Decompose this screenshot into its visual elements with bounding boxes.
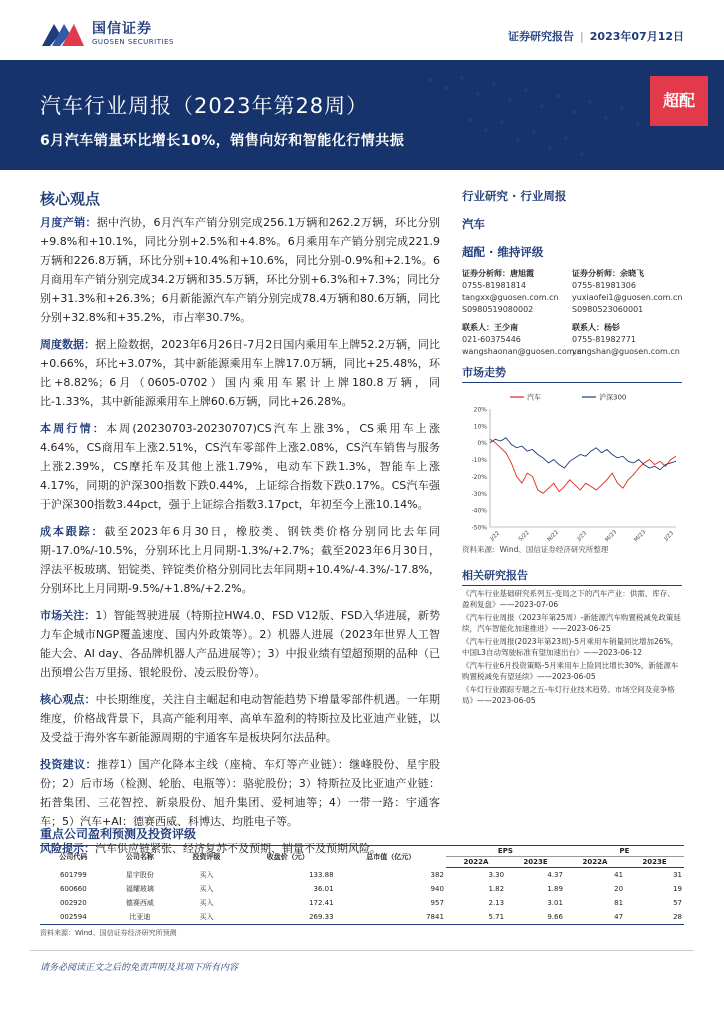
related-report-item[interactable]: 《汽车行业基础研究系列五-变局之下的汽车产业：供需、库存、盈利复盘》——2023-07-06 — [462, 589, 675, 609]
logo-mark-icon — [40, 16, 86, 50]
para-text: 汽车供应链紧张、经济复苏不及预期、销量不及预期风险。 — [95, 842, 381, 855]
table-header-row — [40, 846, 684, 857]
analyst-phone: 0755-81981814 — [462, 281, 526, 290]
para-weekly — [40, 335, 440, 411]
analyst-role: 证券分析师： — [572, 269, 620, 278]
x-tick-label: M/23 — [604, 529, 619, 542]
cell-pe-e: 19 — [673, 884, 682, 893]
analyst-phone: 0755-81981306 — [572, 281, 636, 290]
para-focus — [40, 606, 440, 682]
para-text: 据上险数据，2023年6月26日-7月2日国内乘用车上牌52.2万辆，同比+0.66%，环比+3.07%，其中新能源乘用车上牌17.0万辆，同比+25.48%，环比+8.82%；6月（0605-0702）国内乘用车累计上牌180.8万辆，同比-1.33%，其中新能源乘用车上牌60.6万辆，同比+26.28%。 — [40, 338, 441, 408]
col-mcap: 总市值（亿元） — [336, 846, 446, 868]
cell-code: 002920 — [59, 898, 87, 907]
y-tick-label: -20% — [471, 473, 487, 481]
cell-name: 德赛西威 — [125, 898, 154, 907]
cell-mcap: 940 — [430, 884, 444, 893]
cell-name: 比亚迪 — [107, 910, 174, 925]
cell-pe-a: 41 — [614, 870, 624, 879]
para-text: 1）智能驾驶进展（特斯拉HW4.0、FSD V12版、FSD入华进展，新势力车企城市NGP覆盖速度、国内外政策等）。2）机器人进展（2023年世界人工智能大会、AI day、各品牌机器人产品进展等）；3）中报业绩有望超预期的品种（已出预增公告万里扬、银轮股份、凌云股份等）。 — [40, 609, 440, 679]
para-lead: 核心观点： — [40, 693, 96, 706]
cell-mcap: 7841 — [336, 910, 446, 925]
para-lead: 市场关注： — [40, 609, 96, 622]
x-tick-label: N/22 — [546, 529, 560, 542]
contact-phone: 021-60375446 — [462, 335, 521, 344]
col-eps-2022a: 2022A — [446, 857, 506, 868]
core-views-title: 核心观点 — [40, 190, 101, 208]
para-text: 中长期维度，关注自主崛起和电动智能趋势下增量零部件机遇。一年期维度，价格战背景下，具高产能利用率、高单车盈利的特斯拉及比亚迪产业链，以及受益于海外客车新能源周期的宇通客车是板块阿尔法品种。 — [40, 693, 441, 744]
para-lead: 投资建议： — [40, 758, 97, 771]
cell-rating: 买入 — [199, 898, 214, 907]
market-trend-heading: 市场走势 — [462, 364, 682, 383]
cell-eps-e: 1.89 — [547, 884, 563, 893]
col-pe: PE — [565, 846, 684, 857]
cell-eps-e: 3.01 — [547, 898, 563, 907]
y-tick-label: -30% — [471, 490, 487, 498]
cell-name: 福耀玻璃 — [125, 884, 154, 893]
series-line-hs300 — [490, 438, 676, 470]
para-cost — [40, 522, 440, 598]
y-tick-label: 0% — [477, 440, 487, 448]
y-tick-label: 20% — [473, 406, 487, 414]
footer-disclaimer: 请务必阅读正文之后的免责声明及其项下所有内容 — [40, 963, 239, 973]
report-category: 行业研究 · 行业周报 — [462, 189, 567, 203]
cell-eps-a: 2.13 — [488, 898, 505, 907]
logo — [40, 14, 200, 54]
market-trend-chart — [462, 387, 682, 542]
contact-role: 联系人： — [572, 323, 604, 332]
para-lead: 风险提示： — [40, 842, 95, 855]
col-code: 公司代码 — [40, 846, 107, 868]
footer-divider — [30, 950, 694, 951]
table-row — [40, 896, 684, 910]
rating-line: 超配 · 维持评级 — [462, 245, 544, 259]
col-name: 公司名称 — [107, 846, 174, 868]
report-title: 汽车行业周报（2023年第28周） — [40, 94, 369, 118]
contact-card — [572, 322, 682, 358]
para-lead: 本周行情： — [40, 422, 106, 435]
x-tick-label: J/23 — [576, 530, 589, 542]
related-report-item[interactable]: 《汽车行业周报(2023年第23周)-5月乘用车销量同比增加26%，中国L3自动驾驶标准有望加速出台》——2023-06-12 — [462, 637, 679, 657]
analyst-email[interactable]: yuxiaofei1@guosen.com.cn — [572, 293, 683, 302]
para-core — [40, 690, 440, 747]
chart-source: 资料来源：Wind、国信证券经济研究所整理 — [462, 545, 609, 554]
y-tick-label: -50% — [471, 524, 487, 532]
x-tick-label: M/23 — [633, 529, 648, 542]
industry-name: 汽车 — [462, 217, 485, 231]
analyst-name: 唐旭霞 — [510, 269, 534, 278]
analyst-email[interactable]: tangxx@guosen.com.cn — [462, 293, 559, 302]
y-tick-label: -10% — [471, 457, 487, 465]
cell-eps-a: 5.71 — [446, 910, 506, 925]
cell-eps-a: 1.82 — [488, 884, 505, 893]
related-report-item[interactable]: 《汽车行业周报（2023年第25周）-新能源汽车购置税减免政策延续，汽车智能化加速推进》——2023-06-25 — [462, 613, 681, 633]
cell-price: 36.01 — [313, 884, 334, 893]
cell-mcap: 382 — [430, 870, 444, 879]
table-row — [40, 868, 684, 882]
title-banner — [0, 60, 724, 170]
contact-name: 王少南 — [494, 323, 518, 332]
para-lead: 周度数据： — [40, 338, 96, 351]
col-eps: EPS — [446, 846, 565, 857]
para-text: 本周(20230703-20230707)CS汽车上涨3%，CS乘用车上涨4.64%，CS商用车上涨2.51%，CS汽车零部件上涨2.08%，CS汽车销售与服务上涨2.39%，CS摩托车及其他上涨1.79%，电动车下跌1.3%，智能车上涨4.17%，同期的沪深300指数下跌0.44%，上证综合指数下跌0.17%。CS汽车强于沪深300指数3.44pct，强于上证综合指数3.17pct，年初至今上涨10.14%。 — [40, 422, 441, 511]
cell-eps-a: 3.30 — [488, 870, 505, 879]
trend-chart-svg — [462, 387, 682, 542]
analyst-role: 证券分析师： — [462, 269, 510, 278]
para-advice — [40, 755, 440, 831]
para-market — [40, 419, 440, 514]
table-row — [40, 910, 684, 925]
core-views — [40, 188, 440, 866]
forecast-table-title: 重点公司盈利预测及投资评级 — [40, 827, 197, 841]
cell-pe-a: 47 — [565, 910, 625, 925]
para-monthly — [40, 213, 440, 327]
cell-pe-e: 57 — [673, 898, 682, 907]
col-pe-2023e: 2023E — [625, 857, 684, 868]
cell-pe-a: 81 — [614, 898, 624, 907]
cell-code: 601799 — [59, 870, 87, 879]
cell-price: 172.41 — [309, 898, 334, 907]
cell-code: 002594 — [40, 910, 107, 925]
col-eps-2023e: 2023E — [506, 857, 565, 868]
analyst-card — [572, 268, 682, 316]
cell-rating: 买入 — [199, 884, 214, 893]
analyst-grid — [462, 268, 682, 364]
logo-text-cn: 国信证券 — [92, 21, 152, 37]
col-price: 收盘价（元） — [240, 846, 336, 868]
contact-email[interactable]: yangshan@guosen.com.cn — [572, 347, 680, 356]
x-tick-label: S/22 — [517, 529, 531, 542]
report-date: 2023年07月12日 — [589, 30, 684, 43]
related-reports-heading: 相关研究报告 — [462, 567, 682, 586]
analyst-name: 余晓飞 — [620, 269, 644, 278]
analyst-cert: S0980523060001 — [572, 305, 644, 314]
cell-rating: 买入 — [173, 910, 240, 925]
x-tick-label: J/22 — [489, 530, 502, 542]
cell-name: 星宇股份 — [125, 870, 154, 879]
table-source: 资料来源：Wind、国信证券经济研究所预测 — [40, 929, 177, 937]
legend-label: 汽车 — [527, 393, 541, 402]
related-report-item[interactable]: 《车灯行业跟踪专题之五-车灯行业技术趋势、市场空间及竞争格局》——2023-06-05 — [462, 685, 675, 705]
x-tick-label: J/23 — [663, 530, 676, 542]
cell-price: 269.33 — [240, 910, 336, 925]
para-text: 据中汽协，6月汽车产销分别完成256.1万辆和262.2万辆，环比分别+9.8%和+10.1%，同比分别+2.5%和+4.8%。6月乘用车产销分别完成221.9万辆和226.8万辆，环比分别+10.4%和+10.6%，同比分别-0.9%和+2.1%。6月商用车产销分别完成34.2万辆和35.5万辆，环比分别+6.3%和+7.3%；同比分别+31.3%和+26.3%；6月新能源汽车产销分别完成78.4万辆和80.6万辆，同比分别+32.8%和+35.2%，市占率30.7%。 — [40, 216, 440, 324]
related-report-item[interactable]: 《汽车行业6月投资策略-5月乘用车上险同比增长30%，新能源车购置税减免有望延续》——2023-06-05 — [462, 661, 679, 681]
y-tick-label: 10% — [473, 423, 487, 431]
para-text: 推荐1）国产化降本主线（座椅、车灯等产业链）：继峰股份、星宇股份；2）后市场（检测、轮胎、电瓶等）：骆驼股份；3）特斯拉及比亚迪产业链：拓普集团、三花智控、新泉股份、旭升集团、爱柯迪等；4）一带一路：宇通客车；5）汽车+AI：德赛西威、科博达、均胜电子等。 — [40, 758, 441, 828]
para-lead: 成本跟踪： — [40, 525, 105, 538]
rating-badge: 超配 — [650, 76, 708, 126]
header-separator: | — [580, 30, 584, 43]
report-header — [508, 28, 684, 44]
cell-eps-e: 4.37 — [547, 870, 563, 879]
para-text: 截至2023年6月30日，橡胶类、钢铁类价格分别同比去年同期-17.0%/-10.5%，分别环比上月同期-1.3%/+2.7%；截至2023年6月30日，浮法平板玻璃、铝锭类、锌锭类价格分别同比去年同期+10.4%/-4.3%/-17.8%，分别环比上月同期-9.5%/+1.8%/+2.2%。 — [40, 525, 440, 595]
para-lead: 月度产销： — [40, 216, 97, 229]
cell-rating: 买入 — [199, 870, 214, 879]
analyst-card — [462, 268, 572, 316]
analyst-cert: S0980519080002 — [462, 305, 534, 314]
cell-mcap: 957 — [430, 898, 444, 907]
table-row — [40, 882, 684, 896]
forecast-table — [40, 845, 684, 925]
cell-pe-e: 28 — [625, 910, 684, 925]
col-rating: 投资评级 — [173, 846, 240, 868]
report-type: 证券研究报告 — [508, 30, 575, 43]
col-pe-2022a: 2022A — [565, 857, 625, 868]
sidebar — [462, 188, 682, 706]
cell-eps-e: 9.66 — [506, 910, 565, 925]
contact-email[interactable]: wangshaonan@guosen.com.cn — [462, 347, 587, 356]
report-subtitle: 6月汽车销量环比增长10%，销售向好和智能化行情共振 — [40, 133, 405, 149]
contact-phone: 0755-81982771 — [572, 335, 636, 344]
cell-pe-a: 20 — [614, 884, 624, 893]
cell-pe-e: 31 — [673, 870, 682, 879]
logo-text-en: GUOSEN SECURITIES — [92, 38, 174, 46]
contact-card — [462, 322, 587, 358]
y-tick-label: -40% — [471, 507, 487, 515]
legend-label: 沪深300 — [599, 393, 627, 402]
contact-role: 联系人： — [462, 323, 494, 332]
contact-name: 杨钐 — [604, 323, 620, 332]
cell-price: 133.88 — [309, 870, 334, 879]
cell-code: 600660 — [59, 884, 87, 893]
